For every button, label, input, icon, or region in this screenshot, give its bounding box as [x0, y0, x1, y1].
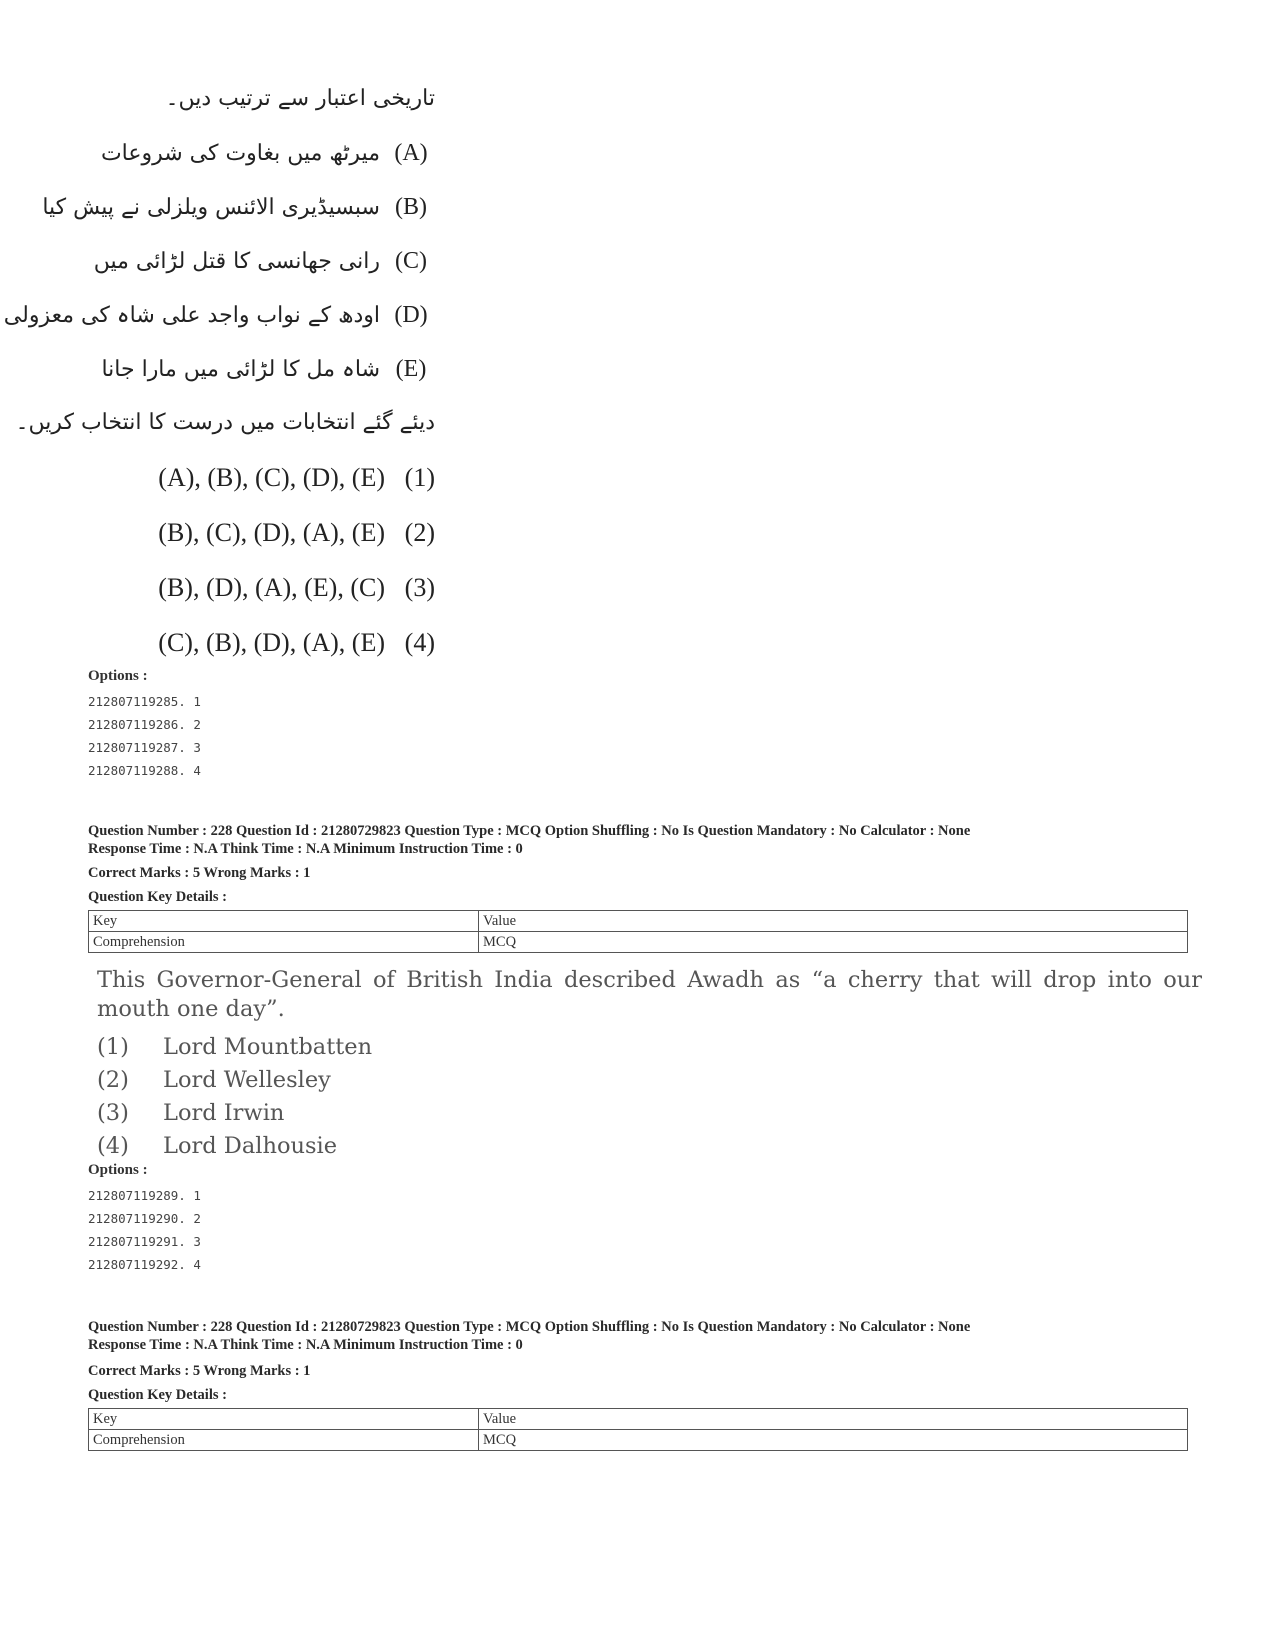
- options-heading: Options :: [88, 668, 148, 684]
- question-key-details: Question Key Details :: [88, 1387, 227, 1403]
- option-text: Lord Dalhousie: [163, 1133, 338, 1159]
- table-row: [89, 1430, 1188, 1451]
- table-header-value: Value: [479, 1409, 1188, 1430]
- option-id: 212807119292. 4: [88, 1257, 201, 1272]
- item-label: (D): [394, 302, 428, 328]
- english-option-3: [97, 1097, 372, 1130]
- urdu-item-e: [95, 342, 435, 396]
- urdu-item-d: [3, 288, 435, 342]
- table-header-key: Key: [89, 911, 479, 932]
- english-option-2: [97, 1064, 372, 1097]
- item-label: (B): [395, 194, 427, 220]
- item-text: میرٹھ میں بغاوت کی شروعات: [100, 141, 380, 166]
- option-text: Lord Wellesley: [163, 1067, 331, 1093]
- choice-1: [95, 450, 435, 505]
- table-header-row: [89, 911, 1188, 932]
- option-id: 212807119287. 3: [88, 740, 201, 755]
- item-label: (C): [395, 248, 427, 274]
- choice-seq: (B), (C), (D), (A), (E): [158, 518, 385, 547]
- english-question-text: This Governor-General of British India described Awadh as “a cherry that will drop into our mouth one day”.: [97, 967, 1202, 1022]
- option-id: 212807119291. 3: [88, 1234, 201, 1249]
- choice-2: [95, 505, 435, 560]
- table-cell-key: Comprehension: [89, 932, 479, 953]
- table-row: [89, 932, 1188, 953]
- choice-num: (1): [404, 463, 435, 492]
- item-text: اودھ کے نواب واجد علی شاہ کی معزولی: [3, 303, 380, 328]
- choice-seq: (A), (B), (C), (D), (E): [158, 463, 385, 492]
- option-text: Lord Irwin: [163, 1100, 285, 1126]
- option-num: (3): [97, 1100, 129, 1126]
- choice-num: (3): [404, 573, 435, 602]
- item-label: (A): [394, 140, 428, 166]
- question-key-details: Question Key Details :: [88, 889, 227, 905]
- option-id: 212807119289. 1: [88, 1188, 201, 1203]
- choice-seq: (C), (B), (D), (A), (E): [158, 628, 385, 657]
- table-cell-key: Comprehension: [89, 1430, 479, 1451]
- english-options: [97, 1031, 372, 1163]
- option-id: 212807119286. 2: [88, 717, 201, 732]
- question-meta-line1: Question Number : 228 Question Id : 21280729823 Question Type : MCQ Option Shuffling : No Is Question Mandatory : No Calculator : None: [88, 823, 971, 839]
- option-id: 212807119288. 4: [88, 763, 201, 778]
- key-value-table: [88, 910, 1188, 953]
- urdu-question: [3, 72, 435, 670]
- option-num: (2): [97, 1067, 129, 1093]
- question-marks: Correct Marks : 5 Wrong Marks : 1: [88, 865, 311, 881]
- choice-num: (4): [404, 628, 435, 657]
- table-cell-value: MCQ: [479, 932, 1188, 953]
- options-heading: Options :: [88, 1162, 148, 1178]
- question-marks: Correct Marks : 5 Wrong Marks : 1: [88, 1363, 311, 1379]
- question-meta-line2: Response Time : N.A Think Time : N.A Minimum Instruction Time : 0: [88, 1337, 523, 1353]
- option-id: 212807119290. 2: [88, 1211, 201, 1226]
- item-text: رانی جھانسی کا قتل لڑائی میں: [93, 249, 380, 274]
- option-id: 212807119285. 1: [88, 694, 201, 709]
- urdu-item-c: [95, 234, 435, 288]
- choice-4: [95, 615, 435, 670]
- question-meta-line1: Question Number : 228 Question Id : 21280729823 Question Type : MCQ Option Shuffling : No Is Question Mandatory : No Calculator : None: [88, 1319, 971, 1335]
- key-value-table: [88, 1408, 1188, 1451]
- choice-seq: (B), (D), (A), (E), (C): [158, 573, 385, 602]
- urdu-choose-text: دیئے گئے انتخابات میں درست کا انتخاب کریں۔: [15, 410, 435, 435]
- table-cell-value: MCQ: [479, 1430, 1188, 1451]
- choice-num: (2): [404, 518, 435, 547]
- english-option-1: [97, 1031, 372, 1064]
- option-num: (4): [97, 1133, 129, 1159]
- item-text: شاہ مل کا لڑائی میں مارا جانا: [101, 357, 380, 382]
- question-meta-line2: Response Time : N.A Think Time : N.A Minimum Instruction Time : 0: [88, 841, 523, 857]
- english-option-4: [97, 1130, 372, 1163]
- item-label: (E): [395, 356, 427, 382]
- option-num: (1): [97, 1034, 129, 1060]
- choice-3: [95, 560, 435, 615]
- table-header-key: Key: [89, 1409, 479, 1430]
- item-text: سبسیڈیری الائنس ویلزلی نے پیش کیا: [42, 195, 380, 220]
- options-list: [88, 1184, 201, 1276]
- option-text: Lord Mountbatten: [163, 1034, 373, 1060]
- table-header-row: [89, 1409, 1188, 1430]
- urdu-item-a: [95, 126, 435, 180]
- urdu-item-b: [42, 180, 435, 234]
- table-header-value: Value: [479, 911, 1188, 932]
- urdu-instruction: تاریخی اعتبار سے ترتیب دیں۔: [165, 86, 435, 111]
- options-list: [88, 690, 201, 782]
